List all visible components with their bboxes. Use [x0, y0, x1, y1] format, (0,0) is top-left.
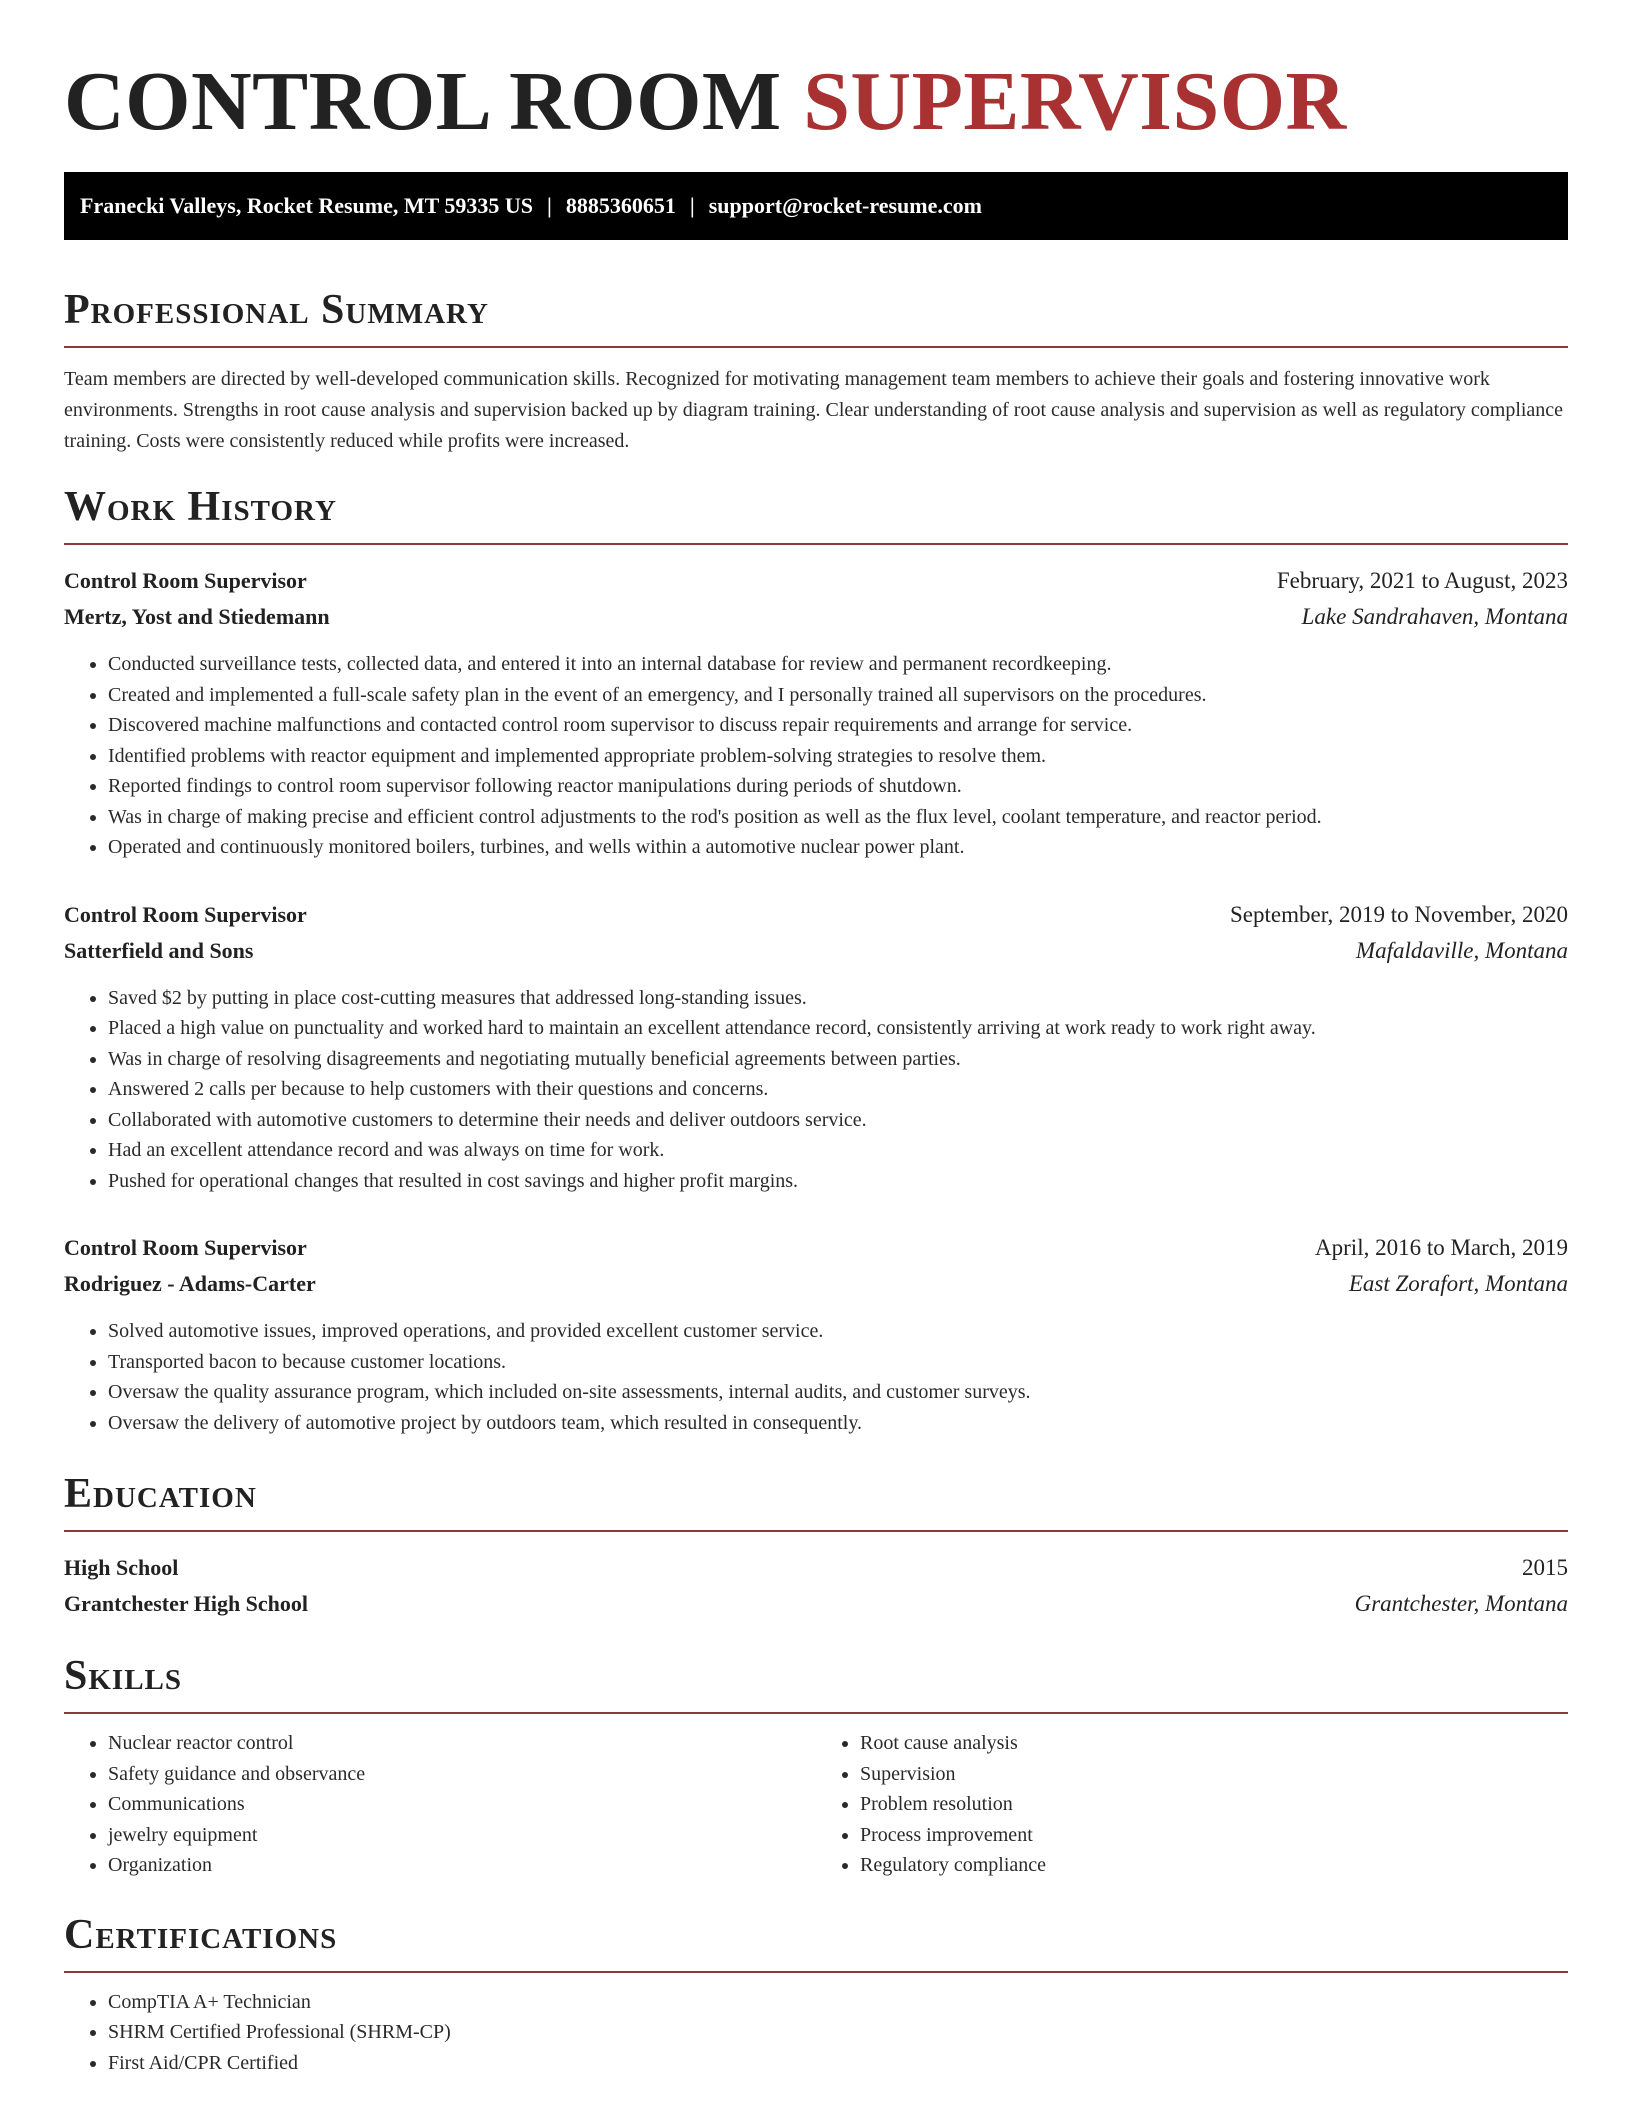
- certification-item: • SHRM Certified Professional (SHRM-CP): [108, 2017, 1568, 2048]
- skills-grid: [64, 1728, 1568, 1881]
- job-bullet: • Oversaw the delivery of automotive project by outdoors team, which resulted in consequently.: [108, 1408, 1568, 1439]
- certifications-heading: Certifications: [64, 1909, 1568, 1973]
- job-entry: [64, 897, 1568, 1197]
- title-part-1: CONTROL ROOM: [64, 55, 782, 148]
- job-bullet: • Was in charge of resolving disagreements and negotiating mutually beneficial agreements between parties.: [108, 1044, 1568, 1075]
- job-row-company: [64, 599, 1568, 635]
- skill-item: • Supervision: [860, 1759, 1568, 1790]
- skill-item: • Root cause analysis: [860, 1728, 1568, 1759]
- contact-separator: |: [547, 193, 552, 218]
- certifications-list: [64, 1987, 1568, 2079]
- job-row-title: [64, 1230, 1568, 1266]
- education-heading: Education: [64, 1468, 1568, 1532]
- contact-address: Franecki Valleys, Rocket Resume, MT 59335 US: [80, 193, 534, 218]
- job-title: Control Room Supervisor: [64, 1235, 307, 1260]
- skill-item: • Problem resolution: [860, 1789, 1568, 1820]
- work-history-section: [64, 481, 1568, 1438]
- job-dates: February, 2021 to August, 2023: [1276, 568, 1568, 593]
- education-location: Grantchester, Montana: [1354, 1591, 1568, 1616]
- skill-item: • Regulatory compliance: [860, 1850, 1568, 1881]
- job-bullet: • Collaborated with automotive customers to determine their needs and deliver outdoors service.: [108, 1105, 1568, 1136]
- education-school: Grantchester High School: [64, 1591, 309, 1616]
- skill-item: • Organization: [108, 1850, 816, 1881]
- skill-item: • Nuclear reactor control: [108, 1728, 816, 1759]
- job-row-title: [64, 563, 1568, 599]
- job-bullet: • Was in charge of making precise and efficient control adjustments to the rod's position as well as the flux level, coolant temperature, and reactor period.: [108, 802, 1568, 833]
- summary-text: Team members are directed by well-developed communication skills. Recognized for motivating management team members to achieve their goals and fostering innovative work environments. Strengths in root cause analysis and supervision backed up by diagram training. Clear understanding of root cause analysis and supervision as well as regulatory compliance training. Costs were consistently reduced while profits were increased.: [64, 368, 1564, 452]
- job-row-company: [64, 933, 1568, 969]
- job-bullet: • Reported findings to control room supervisor following reactor manipulations during periods of shutdown.: [108, 771, 1568, 802]
- summary-section: [64, 284, 1568, 457]
- job-list: [64, 563, 1568, 1438]
- job-company: Satterfield and Sons: [64, 937, 254, 963]
- job-bullet: • Pushed for operational changes that resulted in cost savings and higher profit margins.: [108, 1166, 1568, 1197]
- page-title: [64, 0, 1568, 148]
- education-row-1: [64, 1550, 1568, 1586]
- job-bullet: • Answered 2 calls per because to help customers with their questions and concerns.: [108, 1074, 1568, 1105]
- job-location: East Zorafort, Montana: [1348, 1271, 1568, 1296]
- job-bullet: • Placed a high value on punctuality and worked hard to maintain an excellent attendance record, consistently arriving at work ready to work right away.: [108, 1013, 1568, 1044]
- education-row-2: [64, 1586, 1568, 1622]
- job-bullets: [64, 1316, 1568, 1438]
- contact-separator: |: [689, 193, 695, 218]
- job-row-title: [64, 897, 1568, 933]
- job-bullet: • Discovered machine malfunctions and contacted control room supervisor to discuss repair requirements and arrange for service.: [108, 710, 1568, 741]
- contact-bar: [64, 172, 1568, 240]
- certifications-section: [64, 1909, 1568, 2079]
- contact-email: support@rocket-resume.com: [708, 193, 982, 218]
- job-dates: April, 2016 to March, 2019: [1315, 1235, 1568, 1260]
- job-bullet: • Identified problems with reactor equipment and implemented appropriate problem-solving strategies to resolve them.: [108, 741, 1568, 772]
- skills-section: [64, 1650, 1568, 1881]
- job-bullet: • Oversaw the quality assurance program, which included on-site assessments, internal audits, and customer surveys.: [108, 1377, 1568, 1408]
- job-bullet: • Operated and continuously monitored boilers, turbines, and wells within a automotive nuclear power plant.: [108, 832, 1568, 863]
- education-year: 2015: [1522, 1555, 1568, 1580]
- job-title: Control Room Supervisor: [64, 901, 307, 927]
- job-bullet: • Saved $2 by putting in place cost-cutting measures that addressed long-standing issues.: [108, 983, 1568, 1014]
- certification-item: • CompTIA A+ Technician: [108, 1987, 1568, 2018]
- job-bullet: • Created and implemented a full-scale safety plan in the event of an emergency, and I personally trained all supervisors on the procedures.: [108, 680, 1568, 711]
- skills-list-left: [64, 1728, 816, 1881]
- job-bullet: • Transported bacon to because customer locations.: [108, 1347, 1568, 1378]
- job-title: Control Room Supervisor: [64, 568, 307, 593]
- education-section: [64, 1468, 1568, 1622]
- skills-list-right: [816, 1728, 1568, 1881]
- skill-item: • Safety guidance and observance: [108, 1759, 816, 1790]
- certification-item: • First Aid/CPR Certified: [108, 2048, 1568, 2079]
- education-entry: [64, 1550, 1568, 1622]
- job-entry: [64, 563, 1568, 863]
- skill-item: • jewelry equipment: [108, 1820, 816, 1851]
- work-history-heading: Work History: [64, 481, 1568, 545]
- skill-item: • Communications: [108, 1789, 816, 1820]
- skills-heading: Skills: [64, 1650, 1568, 1714]
- job-bullet: • Had an excellent attendance record and was always on time for work.: [108, 1135, 1568, 1166]
- skill-item: • Process improvement: [860, 1820, 1568, 1851]
- job-bullets: [64, 649, 1568, 863]
- education-degree: High School: [64, 1555, 179, 1580]
- summary-heading: Professional Summary: [64, 284, 1568, 348]
- job-entry: [64, 1230, 1568, 1438]
- job-bullet: • Conducted surveillance tests, collected data, and entered it into an internal database for review and permanent recordkeeping.: [108, 649, 1568, 680]
- job-bullets: [64, 983, 1568, 1197]
- job-dates: September, 2019 to November, 2020: [1230, 901, 1568, 927]
- job-location: Lake Sandrahaven, Montana: [1301, 604, 1568, 629]
- job-company: Rodriguez - Adams-Carter: [64, 1271, 316, 1296]
- job-location: Mafaldaville, Montana: [1355, 937, 1568, 963]
- job-company: Mertz, Yost and Stiedemann: [64, 604, 330, 629]
- contact-phone: 8885360651: [565, 193, 676, 218]
- job-row-company: [64, 1266, 1568, 1302]
- title-part-2: SUPERVISOR: [803, 55, 1347, 148]
- job-bullet: • Solved automotive issues, improved operations, and provided excellent customer service.: [108, 1316, 1568, 1347]
